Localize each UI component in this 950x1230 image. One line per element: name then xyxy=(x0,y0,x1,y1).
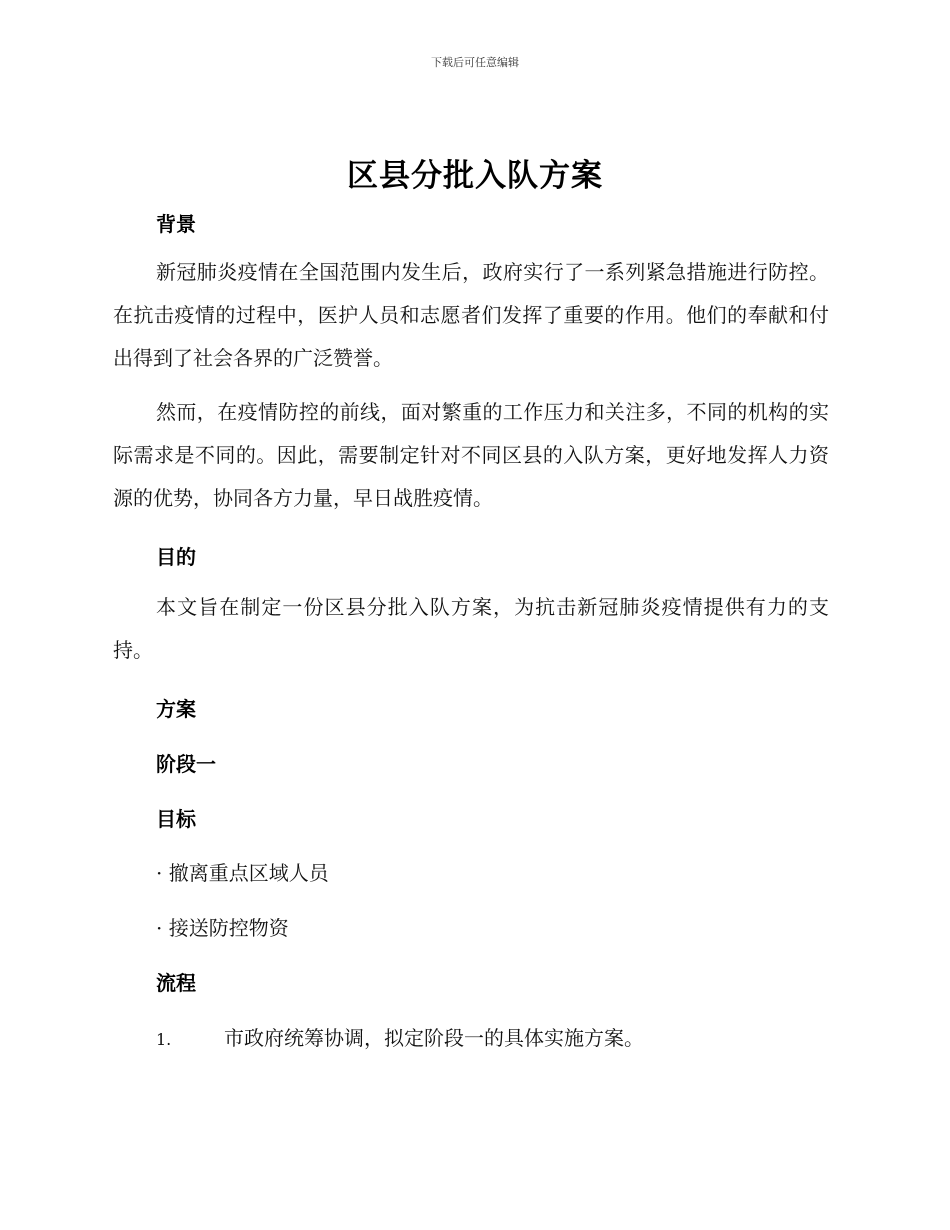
goal-item: · 接送防控物资 xyxy=(156,916,289,940)
heading-process: 流程 xyxy=(156,971,196,995)
step-text: 市政府统筹协调，拟定阶段一的具体实施方案。 xyxy=(224,1026,644,1050)
heading-stage-one: 阶段一 xyxy=(156,752,216,776)
paragraph-background-1: 新冠肺炎疫情在全国范围内发生后，政府实行了一系列紧急措施进行防控。在抗击疫情的过程中，医护人员和志愿者们发挥了重要的作用。他们的奉献和付出得到了社会各界的广泛赞誉。 xyxy=(113,260,829,370)
paragraph-purpose: 本文旨在制定一份区县分批入队方案，为抗击新冠肺炎疫情提供有力的支持。 xyxy=(113,595,829,662)
heading-background: 背景 xyxy=(156,212,196,236)
heading-purpose: 目的 xyxy=(156,545,196,569)
document-title: 区县分批入队方案 xyxy=(347,158,603,194)
process-step xyxy=(156,1022,644,1051)
paragraph-background-2: 然而，在疫情防控的前线，面对繁重的工作压力和关注多，不同的机构的实际需求是不同的。因此，需要制定针对不同区县的入队方案，更好地发挥人力资源的优势，协同各方力量，早日战胜疫情。 xyxy=(113,400,829,510)
heading-goal: 目标 xyxy=(156,807,196,831)
header-note: 下载后可任意编辑 xyxy=(431,56,519,69)
step-number: 1. xyxy=(156,1030,172,1049)
heading-plan: 方案 xyxy=(156,697,196,721)
goal-item: · 撤离重点区域人员 xyxy=(156,861,329,885)
